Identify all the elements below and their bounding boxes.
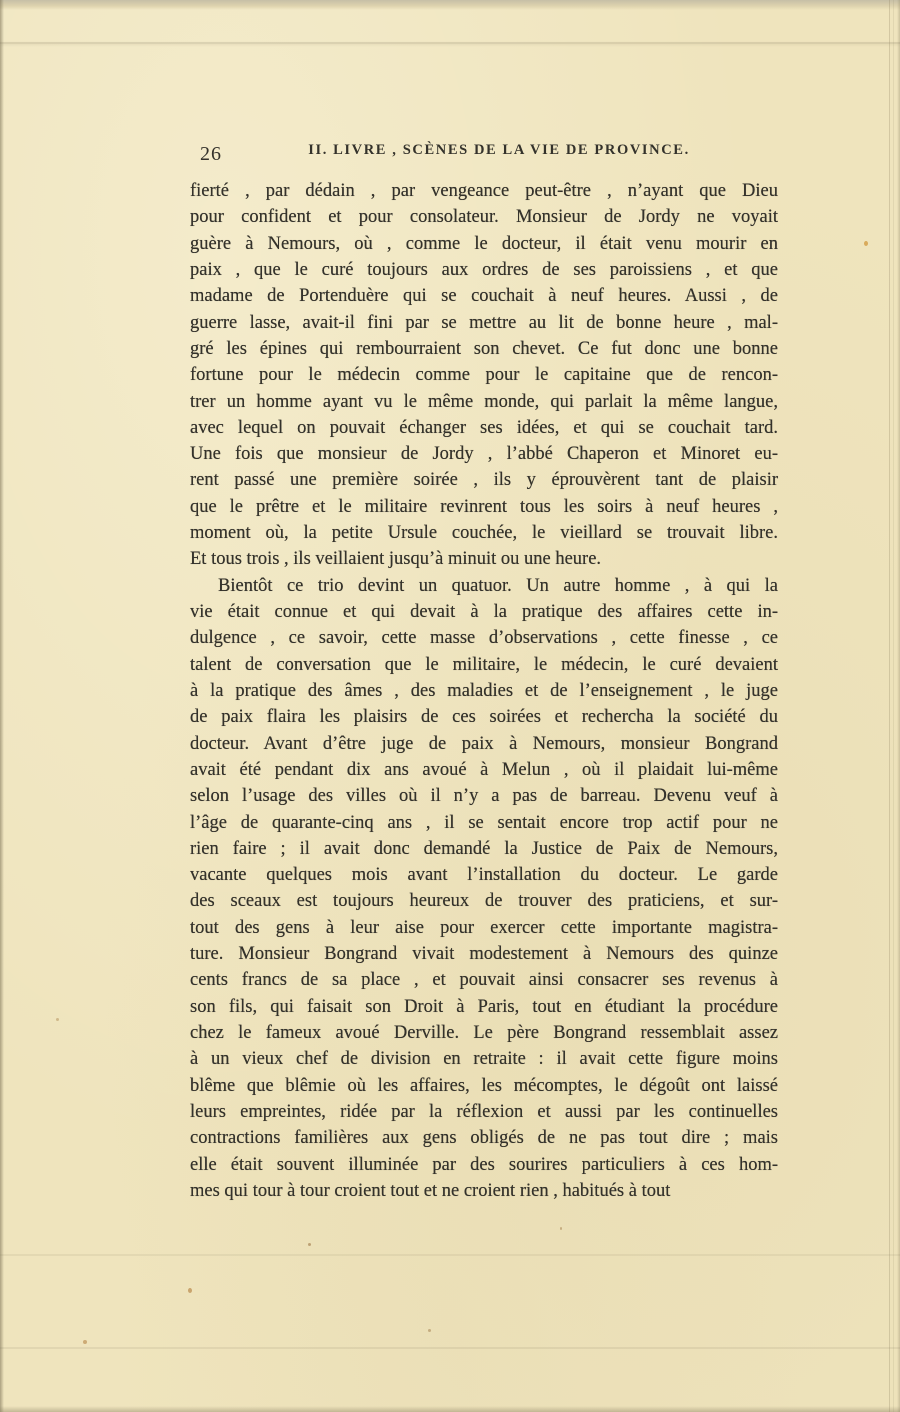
paper-speck (188, 1288, 192, 1293)
text-line: paix , que le curé toujours aux ordres de ses paroissiens , et que (190, 259, 778, 280)
text-line: elle était souvent illuminée par des sourires particuliers à ces hom- (190, 1154, 778, 1175)
scan-fold-line (893, 0, 894, 1412)
page-text (190, 178, 778, 1204)
text-line: talent de conversation que le militaire, le médecin, le curé devaient (190, 654, 778, 675)
text-line: dulgence , ce savoir, cette masse d’observations , cette finesse , ce (190, 628, 778, 649)
page-number: 26 (200, 143, 222, 165)
text-line: vie était connue et qui devait à la pratique des affaires cette in- (190, 602, 778, 622)
paper-speck (83, 1340, 87, 1344)
text-line: chez le fameux avoué Derville. Le père Bongrand ressemblait assez (190, 1023, 778, 1043)
page-header (190, 142, 778, 170)
text-line: mes qui tour à tour croient tout et ne croient rien , habitués à tout (190, 1180, 671, 1201)
text-line: vacante quelques mois avant l’installation du docteur. Le garde (190, 865, 778, 886)
text-line: Et tous trois , ils veillaient jusqu’à minuit ou une heure. (190, 549, 602, 570)
text-line: guerre lasse, avait-il fini par se mettre au lit de bonne heure , mal- (190, 312, 778, 333)
paper-crease (0, 1254, 900, 1256)
paper-crease (0, 42, 900, 44)
text-line: Une fois que monsieur de Jordy , l’abbé Chaperon et Minoret eu- (190, 444, 778, 465)
scan-edge-bottom (0, 1406, 900, 1412)
text-line: l’âge de quarante-cinq ans , il se sentait encore trop actif pour ne (190, 812, 778, 833)
paper-speck (864, 241, 868, 246)
text-line: moment où, la petite Ursule couchée, le vieillard se trouvait libre. (190, 523, 778, 544)
paper-speck (560, 1227, 562, 1230)
text-line: leurs empreintes, ridée par la réflexion et aussi par les continuelles (190, 1101, 778, 1122)
text-line: fierté , par dédain , par vengeance peut-être , n’ayant que Dieu (190, 181, 778, 201)
running-title: II. LIVRE , SCÈNES DE LA VIE DE PROVINCE. (308, 142, 690, 158)
text-line: son fils, qui faisait son Droit à Paris, tout en étudiant la procédure (190, 996, 778, 1017)
scan-edge-top (0, 0, 900, 10)
text-line: Bientôt ce trio devint un quatuor. Un autre homme , à qui la (218, 575, 778, 596)
paper-crease (0, 1347, 900, 1349)
text-line: que le prêtre et le militaire revinrent tous les soirs à neuf heures , (190, 496, 778, 517)
text-line: guère à Nemours, où , comme le docteur, il était venu mourir en (190, 233, 778, 254)
text-line: rent passé une première soirée , ils y éprouvèrent tant de plaisir (190, 470, 778, 491)
text-line: fortune pour le médecin comme pour le capitaine que de rencon- (190, 365, 778, 386)
text-line: selon l’usage des villes où il n’y a pas de barreau. Devenu veuf à (190, 786, 778, 807)
text-line: avait été pendant dix ans avoué à Melun , où il plaidait lui-même (190, 759, 778, 780)
text-line: tout des gens à leur aise pour exercer cette importante magistra- (190, 917, 778, 938)
text-line: avec lequel on pouvait échanger ses idées, et qui se couchait tard. (190, 417, 778, 438)
text-line: rien faire ; il avait donc demandé la Justice de Paix de Nemours, (190, 838, 778, 859)
text-line: gré les épines qui rembourraient son chevet. Ce fut donc une bonne (190, 338, 778, 359)
text-line: docteur. Avant d’être juge de paix à Nemours, monsieur Bongrand (190, 733, 778, 754)
text-line: des sceaux est toujours heureux de trouver des praticiens, et sur- (190, 891, 778, 912)
paper-speck (308, 1243, 311, 1246)
paper-speck (56, 1018, 59, 1021)
scan-fold-line (889, 0, 890, 1412)
text-line: contractions familières aux gens obligés de ne pas tout dire ; mais (190, 1128, 778, 1149)
text-line: madame de Portenduère qui se couchait à neuf heures. Aussi , de (190, 286, 778, 307)
text-line: cents francs de sa place , et pouvait ainsi consacrer ses revenus à (190, 970, 778, 991)
text-line: pour confident et pour consolateur. Monsieur de Jordy ne voyait (190, 207, 778, 228)
text-line: à la pratique des âmes , des maladies et de l’enseignement , le juge (190, 680, 778, 701)
text-line: à un vieux chef de division en retraite : il avait cette figure moins (190, 1049, 778, 1070)
scan-edge-left (0, 0, 4, 1412)
text-line: de paix flaira les plaisirs de ces soirées et rechercha la société du (190, 707, 778, 728)
text-line: blême que blêmie où les affaires, les mécomptes, le dégoût ont laissé (190, 1075, 778, 1096)
text-line: ture. Monsieur Bongrand vivait modestement à Nemours des quinze (190, 944, 778, 965)
paper-speck (428, 1329, 431, 1332)
text-line: trer un homme ayant vu le même monde, qui parlait la même langue, (190, 391, 778, 412)
